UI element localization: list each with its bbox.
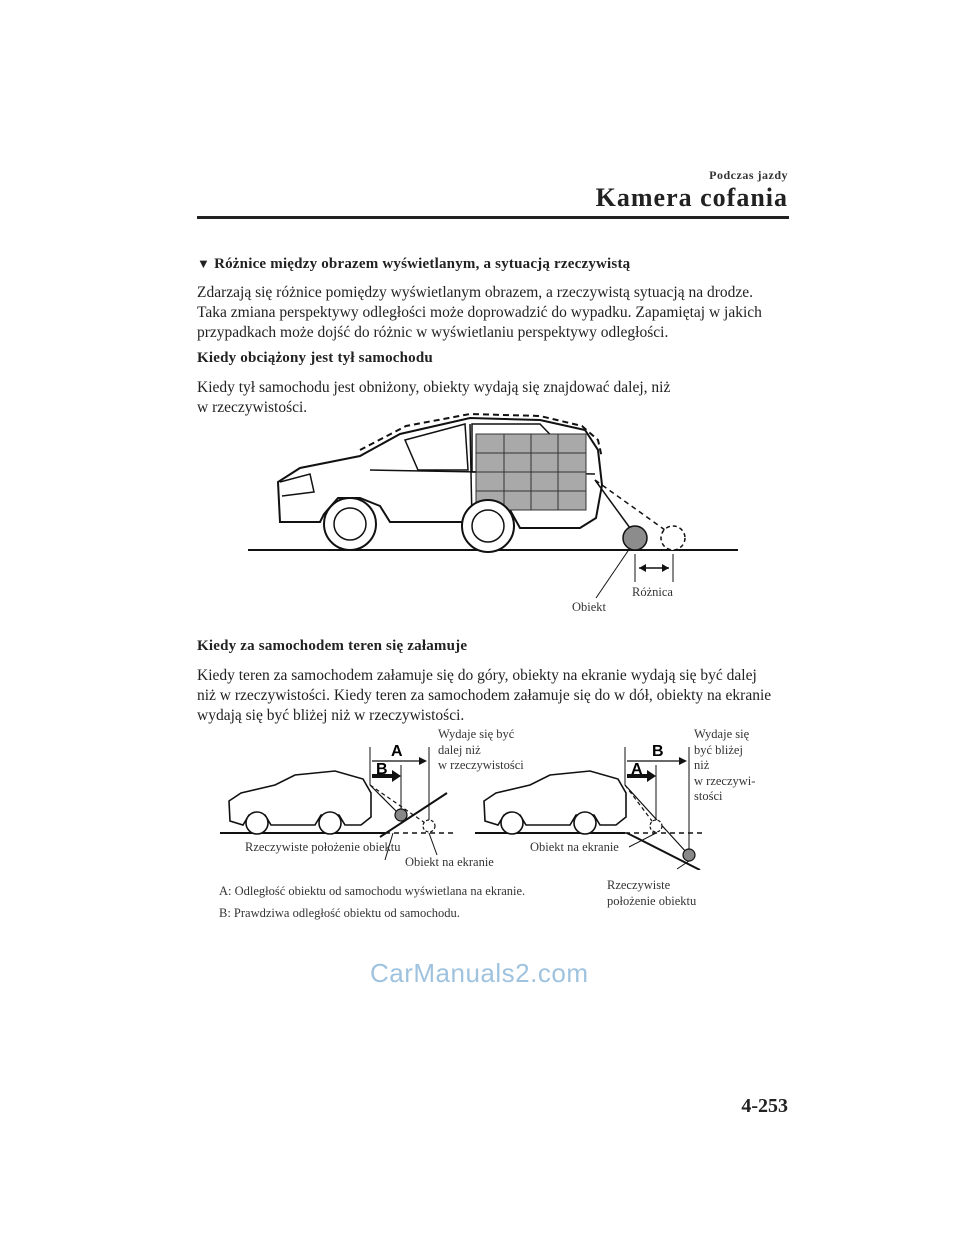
camera-sightline xyxy=(595,480,630,528)
camera-sightline-displayed xyxy=(595,480,665,530)
right-screen-label: Obiekt na ekranie xyxy=(530,840,619,854)
left-panel xyxy=(220,743,455,837)
right-note-line: być bliżej xyxy=(694,742,743,757)
intro-line: przypadkach może dojść do różnic w wyświetlaniu perspektywy odległości. xyxy=(197,324,669,341)
case1-line: w rzeczywistości. xyxy=(197,399,308,416)
left-letter-a: A xyxy=(391,743,403,760)
watermark: CarManuals2.com xyxy=(370,958,589,988)
right-actual-line: położenie obiektu xyxy=(607,893,697,908)
case2-line: Kiedy teren za samochodem załamuje się do góry, obiekty na ekranie wydają się być dalej xyxy=(197,667,757,684)
intro-line: Zdarzają się różnice pomiędzy wyświetlanym obrazem, a rzeczywistą sytuacją na drodze. xyxy=(197,284,754,301)
left-note-line: dalej niż xyxy=(438,742,481,757)
left-actual-object xyxy=(395,809,407,821)
right-note-line: Wydaje się xyxy=(694,727,750,741)
left-screen-label: Obiekt na ekranie xyxy=(405,855,494,869)
case1-line: Kiedy tył samochodu jest obniżony, obiekty wydają się znajdować dalej, niż xyxy=(197,379,671,396)
right-displayed-object xyxy=(650,820,662,832)
left-note xyxy=(438,727,524,774)
right-letter-b: B xyxy=(652,743,664,760)
chapter-title: Kamera cofania xyxy=(595,183,788,212)
left-note-line: Wydaje się być xyxy=(438,727,515,741)
intro-line: Taka zmiana perspektywy odległości może doprowadzić do wypadku. Zapamiętaj w jakich xyxy=(197,304,762,321)
right-letter-a: A xyxy=(631,761,643,778)
section-title: Podczas jazdy xyxy=(709,168,788,182)
case2-heading: Kiedy za samochodem teren się załamuje xyxy=(197,638,468,654)
case1-heading: Kiedy obciążony jest tył samochodu xyxy=(197,350,433,366)
front-wheel xyxy=(324,498,376,550)
case2-line: niż w rzeczywistości. Kiedy teren za samochodem załamuje się do w dół, obiekty na ekranie xyxy=(197,687,772,704)
right-note-line: w rzeczywi- xyxy=(694,773,756,788)
right-note-line: stości xyxy=(694,789,723,803)
displayed-object xyxy=(661,526,685,550)
triangle-marker-icon: ▼ xyxy=(197,256,211,271)
object-leader-line xyxy=(596,548,630,598)
cargo-load xyxy=(476,434,586,510)
object-label: Obiekt xyxy=(572,600,607,614)
page-number: 4-253 xyxy=(741,1095,788,1117)
subsection-heading-text: Różnice między obrazem wyświetlanym, a sytuacją rzeczywistą xyxy=(214,256,631,272)
left-displayed-object xyxy=(423,820,435,832)
left-actual-label: Rzeczywiste położenie obiektu xyxy=(245,840,401,854)
right-actual-line: Rzeczywiste xyxy=(607,878,671,892)
rear-loaded-car-figure xyxy=(240,410,750,610)
subsection-heading xyxy=(197,256,630,273)
intro-paragraph xyxy=(197,283,797,343)
right-actual-label xyxy=(607,878,696,909)
left-screen-leader xyxy=(429,833,437,855)
left-letter-b: B xyxy=(376,761,388,778)
case2-paragraph xyxy=(197,666,797,726)
actual-object xyxy=(623,526,647,550)
rear-wheel xyxy=(462,500,514,552)
right-note xyxy=(694,727,755,805)
right-note-line: niż xyxy=(694,758,710,772)
header-rule xyxy=(197,216,789,219)
left-note-line: w rzeczywistości xyxy=(438,758,524,772)
case2-line: wydają się być bliżej niż w rzeczywistości. xyxy=(197,707,465,724)
right-actual-object xyxy=(683,849,695,861)
difference-label: Różnica xyxy=(632,585,673,599)
legend-b: B: Prawdziwa odległość obiektu od samochodu. xyxy=(219,906,460,920)
legend-a: A: Odległość obiektu od samochodu wyświetlana na ekranie. xyxy=(219,884,526,898)
